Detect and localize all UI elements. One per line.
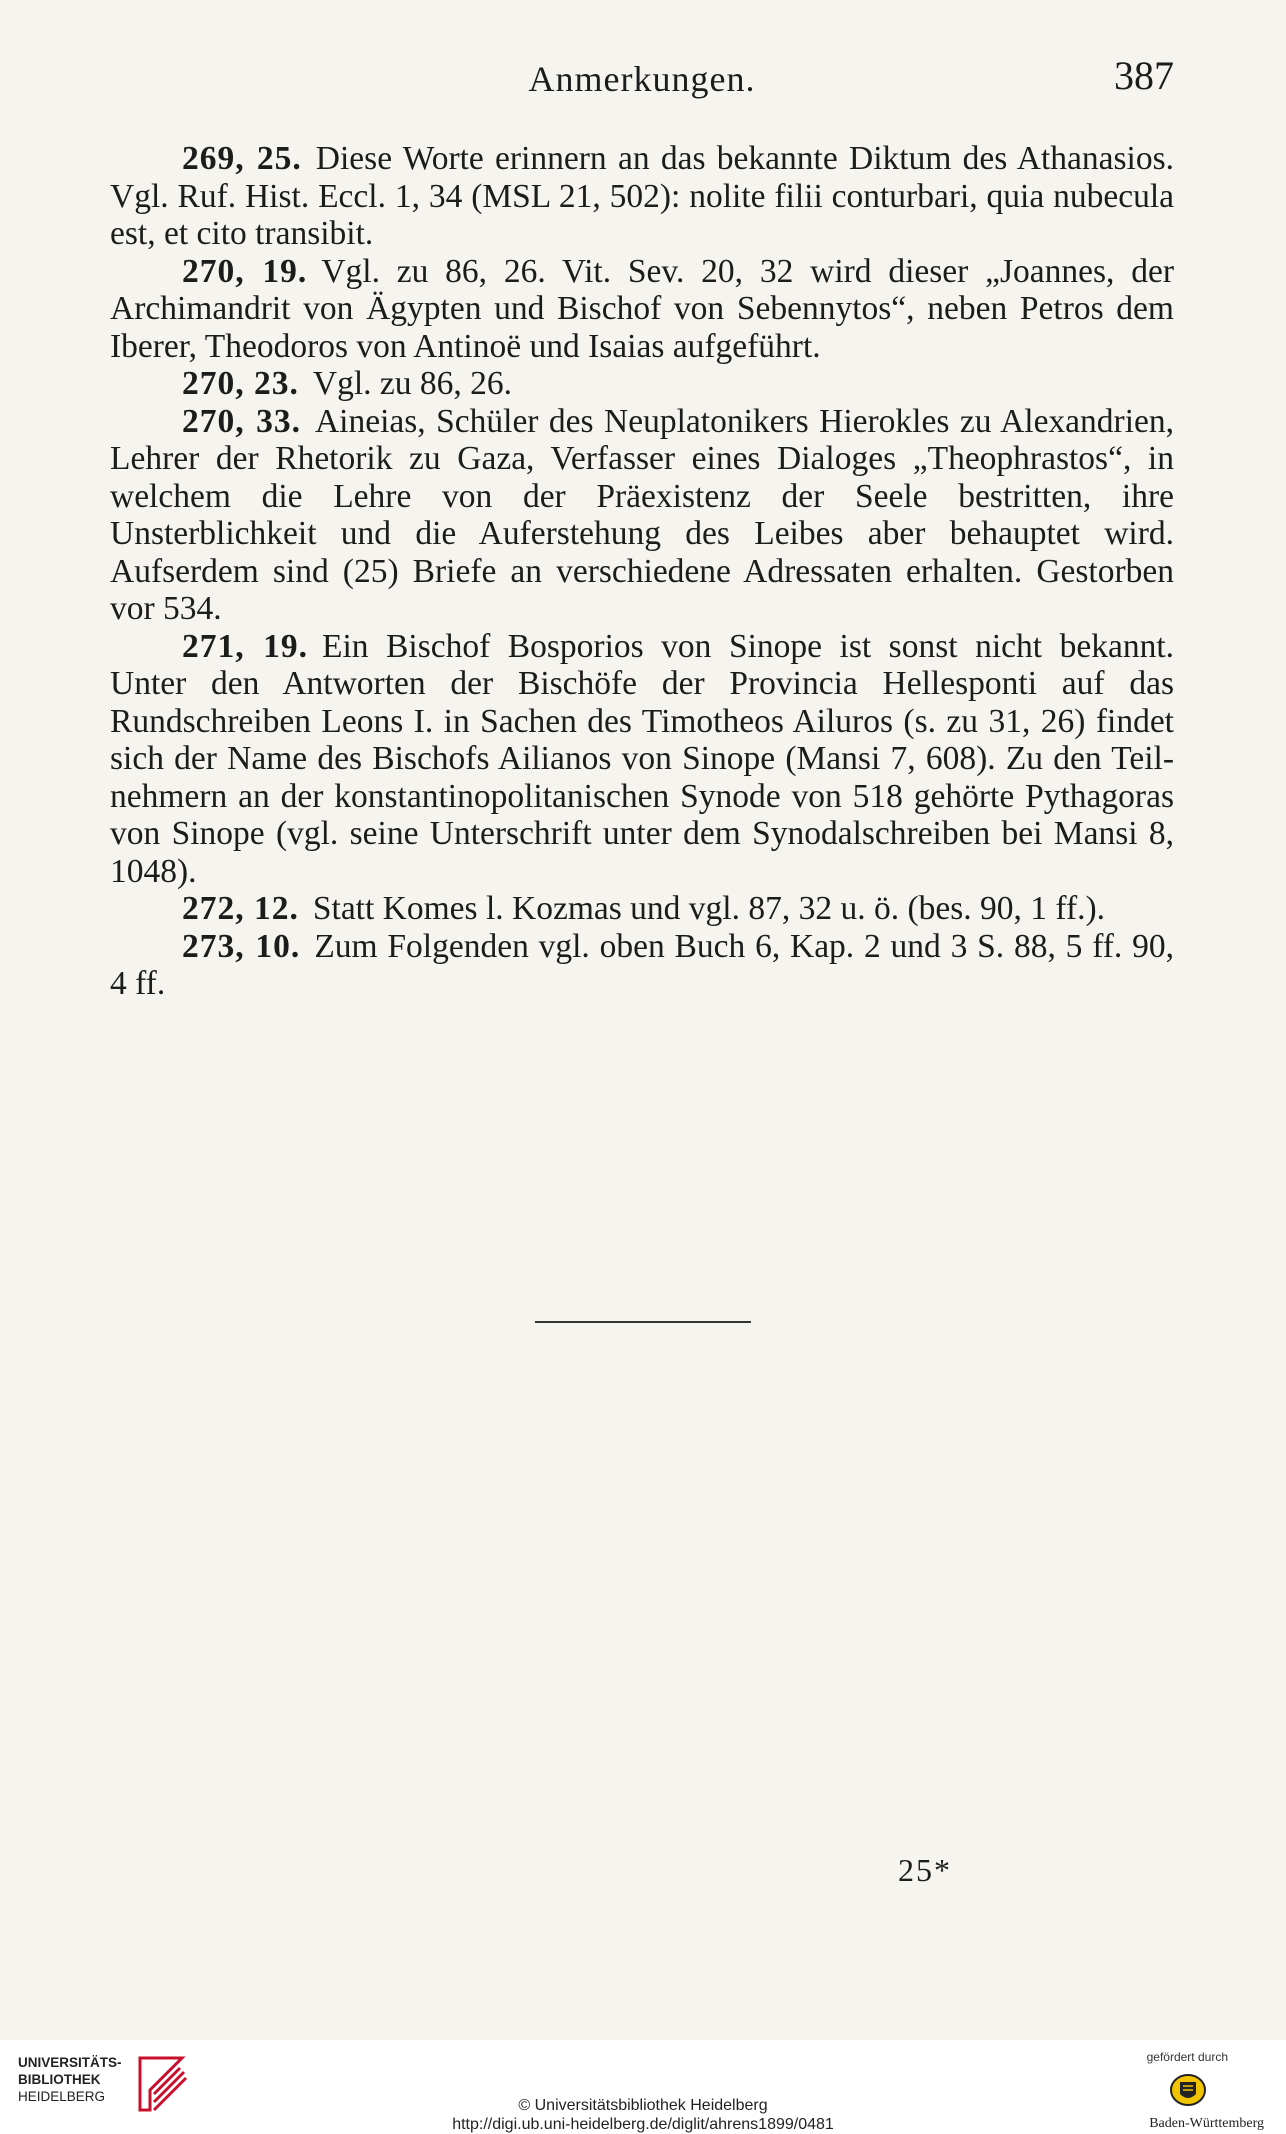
note-entry (110, 403, 1174, 628)
note-entry (110, 140, 1174, 253)
note-text: Aineias, Schüler des Neuplatonikers Hierokles zu Alexandrien, Lehrer der Rhetorik zu Gaza, Verfasser eines Dialoges „Theophrastos“, in welchem die Lehre von der Präexistenz der Seele bestritten, ihre Unsterblichkeit und die Auferstehung des Leibes aber behauptet wird. Aufserdem sind (25) Briefe an verschiedene Adressaten erhalten. Gestorben vor 534. (110, 402, 1175, 627)
note-text: Zum Folgenden vgl. oben Buch 6, Kap. 2 und 3 S. 88, 5 ff. 90, 4 ff. (110, 927, 1174, 1002)
note-reference: 270, 33. (182, 402, 301, 440)
notes-list (110, 140, 1174, 1003)
note-entry (110, 628, 1174, 891)
note-entry (110, 253, 1174, 366)
note-reference: 269, 25. (182, 140, 302, 177)
digitization-footer (0, 2040, 1286, 2134)
page-header (110, 52, 1174, 112)
note-text: Ein Bischof Bosporios von Sinope ist sonst nicht bekannt. Unter den Antworten der Bischöfe der Provincia Hellesponti auf das Rundschreiben Leons I. in Sachen des Timotheos Ailuros (s. zu 31, 26) findet sich der Name des Bischofs Ailianos von Sinope (Mansi 7, 608). Zu den Teilnehmern an der konstantinopolitanischen Synode von 518 gehörte Pythagoras von Sinope (vgl. seine Unterschrift unter dem Synodalschreiben bei Mansi 8, 1048). (110, 627, 1174, 890)
end-rule-divider (535, 1321, 751, 1323)
note-reference: 270, 23. (182, 365, 299, 402)
note-text: Vgl. zu 86, 26. (312, 365, 512, 402)
note-entry (110, 890, 1174, 928)
note-reference: 271, 19. (182, 627, 309, 665)
note-text: Vgl. zu 86, 26. Vit. Sev. 20, 32 wird dieser „Joannes, der Archimandrit von Ägypten und Bischof von Sebennytos“, neben Petros dem Iberer, Theodoros von Antinoë und Isaias aufgeführt. (110, 252, 1175, 365)
note-text: Diese Worte erinnern an das bekannte Diktum des Athanasios. Vgl. Ruf. Hist. Eccl. 1, 34 (MSL 21, 502): nolite filii conturbari, quia nubecula est, et cito transibit. (110, 140, 1175, 252)
copyright-block (0, 2096, 1286, 2134)
running-title: Anmerkungen. (528, 59, 756, 99)
copyright-text: © Universitätsbibliothek Heidelberg (518, 2097, 768, 2114)
funding-label: gefördert durch (1146, 2050, 1228, 2064)
state-crest-icon (1168, 2070, 1208, 2110)
printer-signature: 25* (898, 1852, 952, 1888)
note-reference: 272, 12. (182, 890, 299, 927)
library-name-line: BIBLIOTHEK (18, 2072, 101, 2087)
funding-name[interactable]: Baden-Württemberg (1149, 2116, 1264, 2131)
note-entry (110, 928, 1174, 1003)
note-reference: 270, 19. (182, 252, 308, 290)
note-text: Statt Komes l. Kozmas und vgl. 87, 32 u. ö. (bes. 90, 1 ff.). (312, 890, 1106, 927)
note-reference: 273, 10. (182, 927, 301, 965)
library-name-line: UNIVERSITÄTS- (18, 2055, 122, 2070)
library-name-line: HEIDELBERG (18, 2089, 106, 2104)
note-entry (110, 365, 1174, 403)
page-number: 387 (1114, 53, 1174, 98)
permalink-url[interactable]: http://digi.ub.uni-heidelberg.de/diglit/ahrens1899/0481 (452, 2116, 834, 2133)
